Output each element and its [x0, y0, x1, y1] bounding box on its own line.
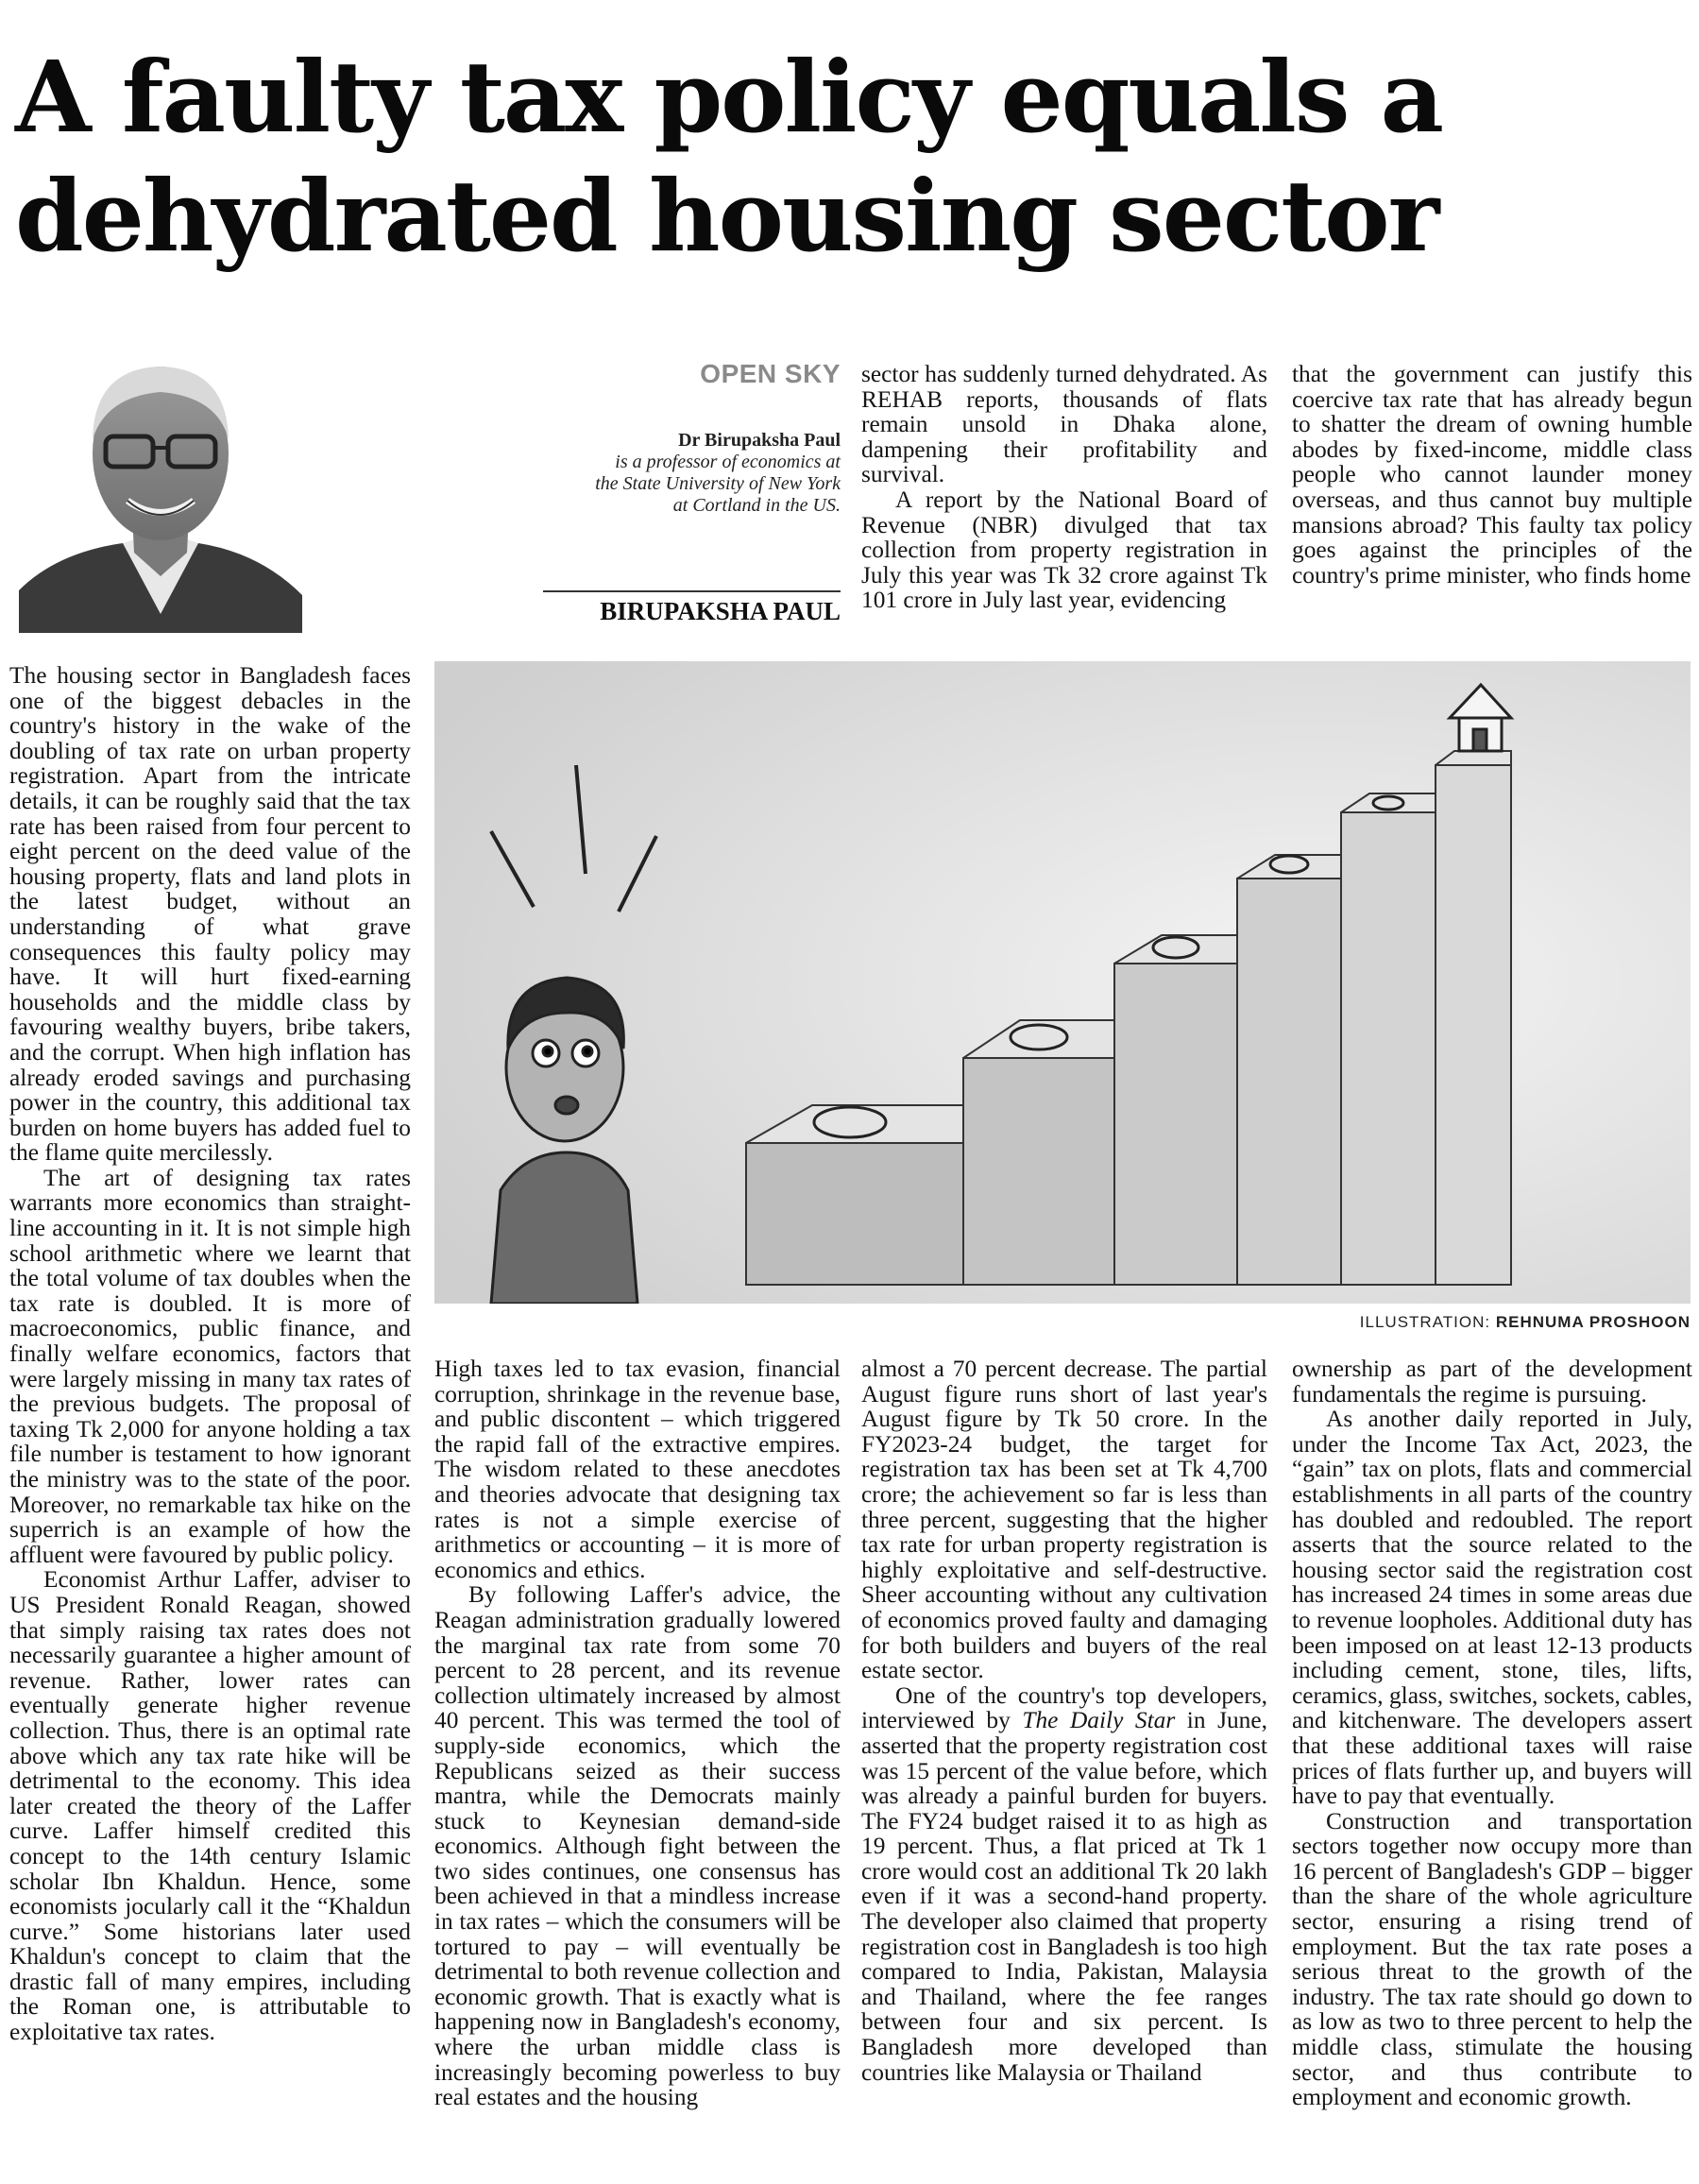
paragraph: almost a 70 percent decrease. The partial August figure runs short of last year's August figure by Tk 50 crore. In the FY2023-24 budget, the target for registration tax has been set at Tk 4,700 crore; the achievement so far is less than three percent, suggesting that the higher tax rate for urban property registration is highly exploitative and self-destructive. Sheer accounting without any cultivation of economics proved faulty and damaging for both builders and buyers of the real estate sector. — [861, 1356, 1267, 1684]
column-4 — [1292, 1356, 1692, 2110]
illustration — [434, 661, 1691, 1304]
top-column-4 — [1292, 362, 1692, 588]
paragraph-text: in June, asserted that the property registration cost was 15 percent of the value before, which was already a painful burden for buyers. The FY24 budget raised it to as high as 19 percent. Thus, a flat priced at Tk 1 crore would cost an additional Tk 20 lakh even if it was a second-hand property. The developer also claimed that property registration cost in Bangladesh is too high compared to India, Pakistan, Malaysia and Thailand, where the fee ranges between four and six percent. Is Bangladesh more developed than countries like Malaysia or Thailand — [861, 1707, 1267, 2086]
byline-rule — [543, 590, 841, 592]
top-column-3 — [861, 362, 1267, 613]
author-bio — [567, 430, 841, 517]
section-label: OPEN SKY — [700, 359, 841, 388]
headline-line-1: A faulty tax policy equals a — [15, 39, 1443, 155]
paragraph: The art of designing tax rates warrants more economics than straight-line accounting in it. It is not simple high school arithmetic where we learnt that the total volume of tax doubles when the tax rate is doubled. It is more of macroeconomics, public finance, and finally welfare economics, factors that were largely missing in many tax rates of the previous budgets. The proposal of taxing Tk 2,000 for anyone holding a tax file number is testament to how ignorant the ministry was to the state of the poor. Moreover, no remarkable tax hike on the superrich is an example of how the affluent were favoured by public policy. — [9, 1164, 411, 1568]
author-bio-line-2: the State University of New York — [595, 473, 841, 494]
byline: BIRUPAKSHA PAUL — [600, 597, 841, 625]
headline — [15, 38, 1687, 276]
author-portrait — [19, 350, 331, 633]
author-bio-line-1: is a professor of economics at — [615, 452, 841, 472]
column-1 — [9, 663, 411, 2045]
paragraph: As another daily reported in July, under the Income Tax Act, 2023, the “gain” tax on plots, flats and commercial establishments in all parts of the country has doubled and redoubled. The report asserts that the source related to the housing sector said the registration cost has increased 24 times in some areas due to revenue loopholes. Additional duty has been imposed on at least 12-13 products including cement, stone, tiles, lifts, ceramics, glass, switches, sockets, cables, and kitchenware. The developers assert that these additional taxes will raise prices of flats further up, and buyers will have to pay that eventually. — [1292, 1406, 1692, 1810]
paragraph: The housing sector in Bangladesh faces one of the biggest debacles in the country's history in the wake of the doubling of tax rate on urban property registration. Apart from the intricate details, it can be roughly said that the tax rate has been raised from four percent to eight percent on the deed value of the housing property, flats and land plots in the latest budget, without an understanding of what grave consequences this faulty policy may have. It will hurt fixed-earning households and the middle class by favouring wealthy buyers, bribe takers, and the corrupt. When high inflation has already eroded savings and purchasing power in the country, this additional tax burden on home buyers has added fuel to the flame quite mercilessly. — [9, 662, 411, 1167]
paragraph: High taxes led to tax evasion, financial corruption, shrinkage in the revenue base, and public discontent – which triggered the rapid fall of the extractive empires. The wisdom related to these anecdotes and theories advocate that designing tax rates is not a simple exercise of arithmetics or accounting – it is more of economics and ethics. — [434, 1356, 841, 1583]
author-name: Dr Birupaksha Paul — [678, 430, 841, 451]
credit-label: ILLUSTRATION: — [1359, 1313, 1491, 1331]
paragraph: ownership as part of the development fundamentals the regime is pursuing. — [1292, 1356, 1692, 1408]
paragraph: A report by the National Board of Revenue (NBR) divulged that tax collection from property registration in July this year was Tk 32 crore against Tk 101 crore in July last year, evidencing — [861, 486, 1267, 614]
paragraph — [861, 1683, 1267, 2086]
column-3 — [861, 1356, 1267, 2085]
paragraph: Economist Arthur Laffer, adviser to US President Ronald Reagan, showed that simply raising tax rates does not necessarily guarantee a higher amount of revenue. Rather, lower rates can eventually generate higher revenue collection. Thus, there is an optimal rate above which any tax rate hike will be detrimental to the economy. This idea later created the theory of the Laffer curve. Laffer himself credited this concept to the 14th century Islamic scholar Ibn Khaldun. Hence, some economists jocularly call it the “Khaldun curve.” Some historians later used Khaldun's concept to claim that the drastic fall of many empires, including the Roman one, is attributable to exploitative tax rates. — [9, 1566, 411, 2046]
publication-name: The Daily Star — [1022, 1707, 1176, 1734]
illustration-credit — [1228, 1313, 1691, 1332]
paragraph-text: One of the country's top developers, interviewed by — [861, 1681, 1267, 1734]
column-2 — [434, 1356, 841, 2110]
headline-line-2: dehydrated housing sector — [15, 158, 1438, 274]
paragraph: that the government can justify this coercive tax rate that has already begun to shatter the dream of owning humble abodes by fixed-income, middle class people who cannot launder money overseas, and thus cannot buy multiple mansions abroad? This faulty tax policy goes against the principles of the country's prime minister, who finds home — [1292, 361, 1692, 589]
author-bio-line-3: at Cortland in the US. — [672, 495, 841, 516]
credit-name: REHNUMA PROSHOON — [1495, 1313, 1691, 1331]
paragraph: Construction and transportation sectors together now occupy more than 16 percent of Bangladesh's GDP – bigger than the share of the whole agriculture sector, ensuring a rising trend of employment. But the tax rate poses a serious threat to the growth of the industry. The tax rate should go down to as low as two to three percent to help the middle class, stimulate the housing sector, and thus contribute to employment and economic growth. — [1292, 1807, 1692, 2111]
paragraph: sector has suddenly turned dehydrated. As REHAB reports, thousands of flats remain unsold in Dhaka alone, dampening their profitability and survival. — [861, 361, 1267, 488]
paragraph: By following Laffer's advice, the Reagan administration gradually lowered the marginal tax rate from some 70 percent to 28 percent, and its revenue collection ultimately increased by almost 40 percent. This was termed the tool of supply-side economics, which the Republicans seized as their success mantra, while the Democrats mainly stuck to Keynesian demand-side economics. Although fight between the two sides continues, one consensus has been achieved in that a mindless increase in tax rates – which the consumers will be tortured to pay – will eventually be detrimental to both revenue collection and economic growth. That is exactly what is happening now in Bangladesh's economy, where the urban middle class is increasingly becoming powerless to buy real estates and the housing — [434, 1581, 841, 2111]
